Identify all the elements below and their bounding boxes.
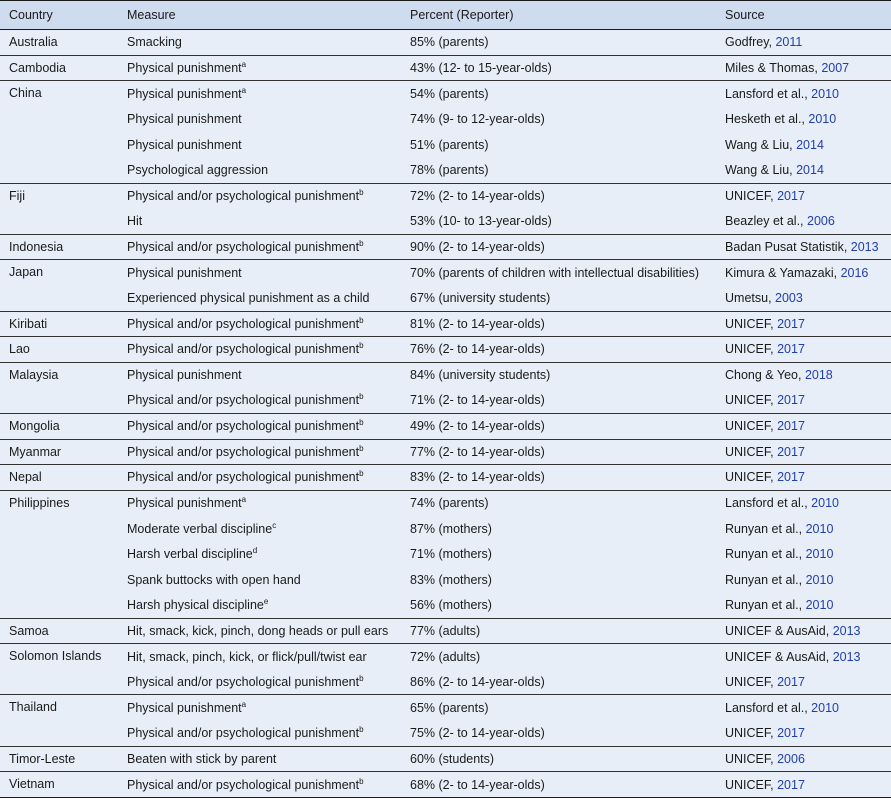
country-cell: Malaysia	[0, 362, 118, 388]
country-cell	[0, 721, 118, 747]
source-cell	[716, 669, 891, 695]
source-year-link[interactable]: 2003	[775, 290, 803, 305]
source-year-link[interactable]: 2017	[777, 777, 805, 792]
footnote-marker: e	[263, 596, 269, 606]
footnote-marker: b	[359, 469, 364, 479]
measure-cell	[118, 132, 401, 158]
source-author: Runyan et al.,	[725, 521, 806, 536]
source-author: Kimura & Yamazaki,	[725, 265, 841, 280]
source-author: Badan Pusat Statistik,	[725, 240, 851, 255]
measure-cell	[118, 285, 401, 311]
source-year-link[interactable]: 2010	[805, 598, 834, 613]
source-year-link[interactable]: 2010	[805, 572, 834, 587]
country-cell: Timor-Leste	[0, 746, 118, 772]
source-cell	[716, 234, 891, 260]
source-cell	[716, 644, 891, 670]
measure-text: Psychological aggression	[127, 163, 269, 178]
measure-text: Physical and/or psychological punishment	[127, 470, 360, 485]
measure-text: Physical punishment	[127, 112, 242, 127]
header-row	[0, 1, 891, 30]
footnote-marker: b	[359, 443, 364, 453]
percent-cell: 49% (2- to 14-year-olds)	[401, 413, 716, 439]
source-cell	[716, 55, 891, 81]
measure-cell	[118, 413, 401, 439]
source-year-link[interactable]: 2017	[777, 342, 805, 357]
source-author: UNICEF,	[725, 342, 778, 357]
source-author: UNICEF,	[725, 777, 778, 792]
country-cell: Nepal	[0, 465, 118, 491]
header-source: Source	[716, 1, 891, 30]
source-cell	[716, 490, 891, 516]
source-author: Runyan et al.,	[725, 598, 806, 613]
country-cell: Indonesia	[0, 234, 118, 260]
country-cell: Vietnam	[0, 772, 118, 798]
table-row	[0, 593, 891, 619]
percent-cell: 83% (mothers)	[410, 572, 492, 587]
table-row	[0, 413, 891, 439]
percent-cell: 87% (mothers)	[410, 521, 492, 536]
country-cell	[0, 541, 118, 567]
percent-cell: 70% (parents of children with intellectual disabilities)	[401, 260, 716, 286]
source-year-link[interactable]: 2014	[796, 137, 824, 152]
table-row	[0, 157, 891, 183]
source-author: UNICEF,	[725, 674, 778, 689]
source-year-link[interactable]: 2017	[777, 419, 805, 434]
source-cell	[716, 285, 891, 311]
source-year-link[interactable]: 2016	[840, 265, 869, 280]
source-year-link[interactable]: 2017	[777, 674, 805, 689]
measure-cell	[118, 30, 401, 56]
table-header	[0, 1, 891, 30]
source-cell	[716, 721, 891, 747]
table-row	[0, 362, 891, 388]
table-row	[0, 81, 891, 107]
source-cell	[716, 439, 891, 465]
source-year-link[interactable]: 2013	[832, 623, 861, 638]
source-author: Runyan et al.,	[725, 572, 806, 587]
measure-text: Moderate verbal discipline	[127, 521, 273, 536]
source-cell	[716, 362, 891, 388]
source-year-link[interactable]: 2014	[796, 163, 824, 178]
source-year-link[interactable]: 2010	[805, 521, 834, 536]
measure-cell	[118, 541, 401, 567]
table-row	[0, 55, 891, 81]
percent-cell: 71% (2- to 14-year-olds)	[410, 393, 545, 408]
footnote-marker: b	[359, 341, 364, 351]
country-cell: Fiji	[0, 183, 118, 209]
table-row	[0, 260, 891, 286]
percent-cell: 77% (adults)	[401, 618, 716, 644]
percent-cell: 81% (2- to 14-year-olds)	[401, 311, 716, 337]
percent-cell: 60% (students)	[401, 746, 716, 772]
table-row	[0, 721, 891, 747]
measure-text: Harsh verbal discipline	[127, 547, 253, 562]
measure-cell	[118, 593, 401, 619]
measure-text: Beaten with stick by parent	[127, 751, 277, 766]
measure-cell	[118, 311, 401, 337]
footnote-marker: b	[359, 392, 364, 402]
table-row	[0, 209, 891, 235]
measure-cell	[118, 234, 401, 260]
country-cell	[0, 106, 118, 132]
country-cell: Solomon Islands	[0, 644, 118, 670]
measure-text: Physical and/or psychological punishment	[127, 419, 360, 434]
footnote-marker: a	[241, 59, 247, 69]
measure-text: Hit	[127, 214, 143, 229]
country-cell	[0, 669, 118, 695]
source-cell	[716, 30, 891, 56]
source-author: Miles & Thomas,	[725, 60, 822, 75]
measure-text: Physical punishment	[127, 137, 242, 152]
measure-text: Hit, smack, pinch, kick, or flick/pull/twist ear	[127, 649, 367, 664]
footnote-marker: b	[359, 187, 364, 197]
source-author: Hesketh et al.,	[725, 112, 809, 127]
country-cell: China	[0, 81, 118, 107]
measure-text: Hit, smack, kick, pinch, dong heads or pull ears	[127, 623, 389, 638]
footnote-marker: b	[359, 776, 364, 786]
footnote-marker: a	[241, 699, 247, 709]
table-row	[0, 746, 891, 772]
measure-cell	[118, 746, 401, 772]
measure-text: Physical and/or psychological punishment	[127, 316, 360, 331]
source-cell	[716, 311, 891, 337]
table-body	[0, 30, 891, 798]
percent-cell: 43% (12- to 15-year-olds)	[401, 55, 716, 81]
measure-cell	[118, 490, 401, 516]
measure-cell	[118, 388, 401, 414]
percent-cell: 65% (parents)	[401, 695, 716, 721]
measure-text: Experienced physical punishment as a child	[127, 290, 370, 305]
source-author: Umetsu,	[725, 290, 776, 305]
country-cell: Japan	[0, 260, 118, 286]
measure-text: Physical punishment	[127, 700, 242, 715]
measure-cell	[118, 439, 401, 465]
measure-cell	[118, 55, 401, 81]
footnote-marker: b	[359, 238, 364, 248]
country-cell	[0, 516, 118, 542]
measure-cell	[118, 81, 401, 107]
measure-text: Spank buttocks with open hand	[127, 572, 301, 587]
table-row	[0, 388, 891, 414]
country-cell	[0, 157, 118, 183]
country-cell	[0, 285, 118, 311]
table-row	[0, 618, 891, 644]
source-cell	[716, 618, 891, 644]
measure-text: Physical punishment	[127, 496, 242, 511]
measure-cell	[118, 362, 401, 388]
table-row	[0, 106, 891, 132]
table-row	[0, 311, 891, 337]
measure-text: Physical punishment	[127, 265, 242, 280]
percent-cell: 53% (10- to 13-year-olds)	[410, 214, 552, 229]
country-cell: Lao	[0, 337, 118, 363]
percent-cell: 86% (2- to 14-year-olds)	[410, 674, 545, 689]
country-cell	[0, 209, 118, 235]
table-row	[0, 439, 891, 465]
header-measure: Measure	[118, 1, 401, 30]
table-row	[0, 465, 891, 491]
source-cell	[716, 772, 891, 798]
source-author: UNICEF,	[725, 751, 778, 766]
country-cell: Australia	[9, 35, 58, 49]
source-year-link[interactable]: 2017	[777, 726, 805, 741]
percent-cell: 72% (2- to 14-year-olds)	[401, 183, 716, 209]
source-author: Godfrey,	[725, 35, 776, 50]
measure-cell	[118, 644, 401, 670]
country-cell	[0, 567, 118, 593]
percent-cell: 74% (parents)	[401, 490, 716, 516]
source-year-link[interactable]: 2017	[777, 189, 805, 204]
source-cell	[716, 541, 891, 567]
table-row	[0, 132, 891, 158]
source-cell	[716, 260, 891, 286]
source-year-link[interactable]: 2011	[775, 35, 803, 50]
measure-text: Physical and/or psychological punishment	[127, 674, 360, 689]
source-year-link[interactable]: 2013	[832, 649, 861, 664]
table-row	[0, 516, 891, 542]
percent-cell: 78% (parents)	[410, 163, 489, 178]
country-cell	[0, 132, 118, 158]
source-author: UNICEF,	[725, 726, 778, 741]
source-cell	[716, 337, 891, 363]
measure-text: Smacking	[127, 35, 182, 50]
table-row	[0, 695, 891, 721]
source-year-link[interactable]: 2010	[811, 700, 839, 715]
table-row	[0, 669, 891, 695]
source-cell	[716, 183, 891, 209]
percent-cell: 72% (adults)	[401, 644, 716, 670]
source-cell	[716, 81, 891, 107]
country-cell: Samoa	[0, 618, 118, 644]
percent-cell: 56% (mothers)	[410, 598, 492, 613]
source-author: UNICEF,	[725, 316, 778, 331]
source-cell	[716, 516, 891, 542]
measure-cell	[118, 567, 401, 593]
country-cell: Myanmar	[0, 439, 118, 465]
country-cell	[0, 388, 118, 414]
source-author: Wang & Liu,	[725, 163, 797, 178]
source-author: Lansford et al.,	[725, 700, 812, 715]
measure-text: Physical punishment	[127, 60, 242, 75]
source-year-link[interactable]: 2010	[811, 86, 839, 101]
footnote-marker: c	[272, 520, 277, 530]
source-year-link[interactable]: 2006	[777, 751, 805, 766]
source-cell	[716, 746, 891, 772]
source-year-link[interactable]: 2010	[811, 496, 839, 511]
source-author: UNICEF,	[725, 444, 778, 459]
table-row	[0, 234, 891, 260]
table-row	[0, 490, 891, 516]
source-cell	[716, 567, 891, 593]
source-cell	[716, 413, 891, 439]
measure-text: Physical and/or psychological punishment	[127, 342, 360, 357]
percent-cell: 75% (2- to 14-year-olds)	[410, 726, 545, 741]
source-author: Chong & Yeo,	[725, 368, 805, 383]
source-year-link[interactable]: 2010	[805, 547, 834, 562]
source-cell	[716, 388, 891, 414]
source-author: Beazley et al.,	[725, 214, 807, 229]
percent-cell: 67% (university students)	[410, 290, 551, 305]
source-cell	[716, 695, 891, 721]
source-cell	[716, 593, 891, 619]
footnote-marker: b	[359, 673, 364, 683]
country-cell: Kiribati	[0, 311, 118, 337]
country-cell	[0, 593, 118, 619]
percent-cell: 51% (parents)	[410, 137, 489, 152]
source-author: Wang & Liu,	[725, 137, 797, 152]
source-year-link[interactable]: 2017	[777, 444, 805, 459]
measure-text: Physical and/or psychological punishment	[127, 393, 360, 408]
measure-cell	[118, 618, 401, 644]
percent-cell: 76% (2- to 14-year-olds)	[401, 337, 716, 363]
header-country: Country	[0, 1, 118, 30]
table-row	[0, 772, 891, 798]
source-year-link[interactable]: 2017	[777, 316, 805, 331]
footnote-marker: b	[359, 418, 364, 428]
measure-text: Physical punishment	[127, 86, 242, 101]
footnote-marker: a	[241, 85, 247, 95]
country-cell: Mongolia	[0, 413, 118, 439]
measure-text: Physical and/or psychological punishment	[127, 240, 360, 255]
country-cell: Cambodia	[0, 55, 118, 81]
measure-cell	[118, 669, 401, 695]
footnote-marker: b	[359, 724, 364, 734]
source-author: Lansford et al.,	[725, 86, 812, 101]
measure-cell	[118, 157, 401, 183]
percent-cell: 83% (2- to 14-year-olds)	[401, 465, 716, 491]
measure-text: Physical and/or psychological punishment	[127, 189, 360, 204]
measure-cell	[118, 183, 401, 209]
table-row	[0, 644, 891, 670]
source-year-link[interactable]: 2006	[807, 214, 835, 229]
source-author: UNICEF,	[725, 189, 778, 204]
footnote-marker: d	[252, 546, 258, 556]
measure-text: Physical and/or psychological punishment	[127, 726, 360, 741]
footnote-marker: b	[359, 315, 364, 325]
measure-cell	[118, 516, 401, 542]
percent-cell: 85% (parents)	[410, 35, 489, 50]
source-author: UNICEF,	[725, 393, 778, 408]
table-row	[0, 567, 891, 593]
source-cell	[716, 106, 891, 132]
source-author: Lansford et al.,	[725, 496, 812, 511]
source-author: Runyan et al.,	[725, 547, 806, 562]
percent-cell: 68% (2- to 14-year-olds)	[401, 772, 716, 798]
measure-cell	[118, 695, 401, 721]
measure-text: Physical and/or psychological punishment	[127, 777, 360, 792]
percent-cell: 90% (2- to 14-year-olds)	[401, 234, 716, 260]
source-year-link[interactable]: 2017	[777, 470, 805, 485]
source-author: UNICEF,	[725, 470, 778, 485]
source-cell	[716, 209, 891, 235]
table-row	[0, 285, 891, 311]
source-cell	[716, 465, 891, 491]
source-author: UNICEF & AusAid,	[725, 649, 833, 664]
country-cell: Thailand	[0, 695, 118, 721]
percent-cell: 71% (mothers)	[410, 547, 492, 562]
source-year-link[interactable]: 2017	[777, 393, 805, 408]
source-year-link[interactable]: 2007	[821, 60, 850, 75]
table-row	[0, 183, 891, 209]
measure-cell	[118, 106, 401, 132]
table-row	[0, 30, 891, 56]
source-year-link[interactable]: 2010	[808, 112, 837, 127]
measure-text: Harsh physical discipline	[127, 598, 264, 613]
measure-text: Physical and/or psychological punishment	[127, 444, 360, 459]
measure-cell	[118, 260, 401, 286]
measure-cell	[118, 721, 401, 747]
source-cell	[716, 157, 891, 183]
measure-cell	[118, 772, 401, 798]
source-year-link[interactable]: 2013	[850, 240, 879, 255]
source-cell	[716, 132, 891, 158]
header-percent: Percent (Reporter)	[401, 1, 716, 30]
measure-cell	[118, 337, 401, 363]
measure-cell	[118, 209, 401, 235]
table-row	[0, 541, 891, 567]
table-row	[0, 337, 891, 363]
source-author: UNICEF,	[725, 419, 778, 434]
percent-cell: 74% (9- to 12-year-olds)	[410, 112, 545, 127]
percent-cell: 77% (2- to 14-year-olds)	[401, 439, 716, 465]
measure-text: Physical punishment	[127, 368, 242, 383]
source-year-link[interactable]: 2018	[804, 368, 833, 383]
percent-cell: 54% (parents)	[401, 81, 716, 107]
source-author: UNICEF & AusAid,	[725, 623, 833, 638]
measure-cell	[118, 465, 401, 491]
percent-cell: 84% (university students)	[401, 362, 716, 388]
footnote-marker: a	[241, 495, 247, 505]
country-cell: Philippines	[0, 490, 118, 516]
